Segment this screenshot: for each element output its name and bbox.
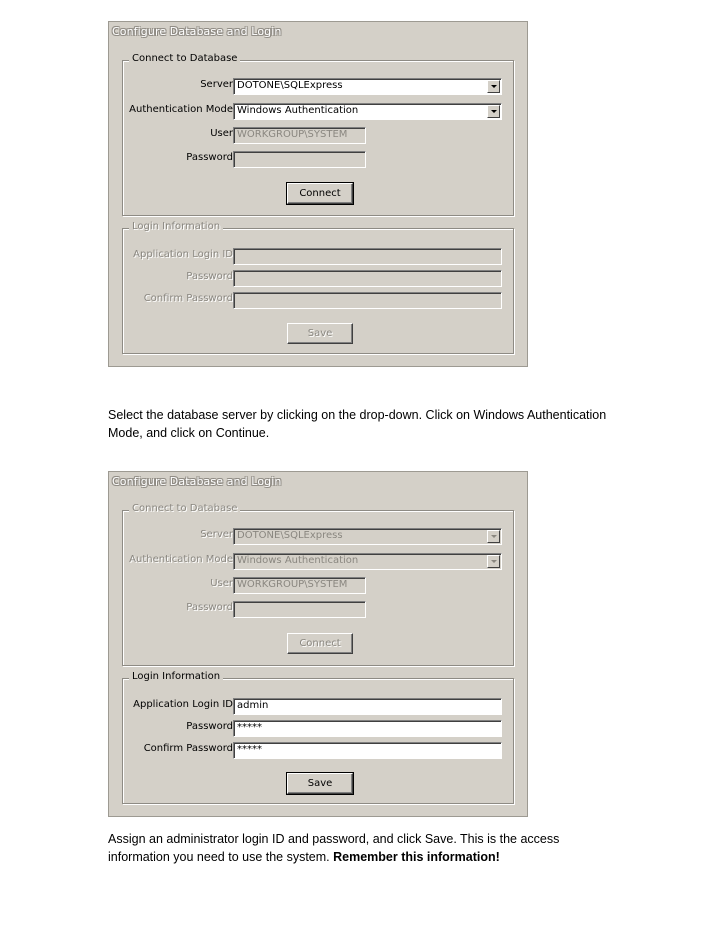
- login-password-value: *****: [237, 722, 262, 733]
- server-value: DOTONE\SQLExpress: [237, 80, 343, 91]
- login-group-legend: Login Information: [129, 221, 223, 232]
- caption-2: [108, 830, 598, 866]
- dialog-title: Configure Database and Login: [112, 475, 282, 488]
- auth-mode-value: Windows Authentication: [237, 105, 359, 116]
- save-button[interactable]: Save: [287, 773, 353, 794]
- chevron-down-icon[interactable]: [487, 530, 500, 543]
- login-information-group: [122, 671, 514, 804]
- dialog-title-bar: [109, 22, 527, 42]
- login-password-field[interactable]: [233, 270, 502, 287]
- login-id-field[interactable]: [233, 248, 502, 265]
- login-id-label: Application Login ID: [133, 249, 233, 260]
- chevron-down-icon[interactable]: [487, 80, 500, 93]
- auth-mode-value: Windows Authentication: [237, 555, 359, 566]
- server-dropdown[interactable]: [233, 528, 502, 545]
- login-information-group: [122, 221, 514, 354]
- caption-1: Select the database server by clicking on the drop-down. Click on Windows Authentication Mode, and click on Continue.: [108, 408, 607, 440]
- connect-button[interactable]: Connect: [287, 183, 353, 204]
- auth-mode-dropdown[interactable]: [233, 103, 502, 120]
- connect-group-legend: Connect to Database: [129, 53, 240, 64]
- confirm-password-label: Confirm Password: [143, 743, 233, 754]
- dialog-title: Configure Database and Login: [112, 25, 282, 38]
- confirm-password-label: Confirm Password: [143, 293, 233, 304]
- login-password-label: Password: [186, 721, 233, 732]
- confirm-password-field[interactable]: [233, 742, 502, 759]
- password-field[interactable]: [233, 151, 366, 168]
- user-field[interactable]: [233, 577, 366, 594]
- server-label: Server: [200, 79, 233, 90]
- password-label: Password: [186, 152, 233, 163]
- auth-mode-label: Authentication Mode: [129, 104, 233, 115]
- login-id-field[interactable]: [233, 698, 502, 715]
- password-label: Password: [186, 602, 233, 613]
- chevron-down-icon[interactable]: [487, 555, 500, 568]
- connect-to-database-group: [122, 503, 514, 666]
- confirm-password-field[interactable]: [233, 292, 502, 309]
- confirm-password-value: *****: [237, 744, 262, 755]
- dialog-title-bar: [109, 472, 527, 492]
- login-id-label: Application Login ID: [133, 699, 233, 710]
- login-group-legend: Login Information: [129, 671, 223, 682]
- configure-dialog-1: [108, 21, 528, 367]
- connect-button[interactable]: Connect: [287, 633, 353, 654]
- user-field[interactable]: [233, 127, 366, 144]
- user-label: User: [210, 128, 233, 139]
- server-label: Server: [200, 529, 233, 540]
- connect-group-legend: Connect to Database: [129, 503, 240, 514]
- user-label: User: [210, 578, 233, 589]
- chevron-down-icon[interactable]: [487, 105, 500, 118]
- configure-dialog-2: [108, 471, 528, 817]
- user-value: WORKGROUP\SYSTEM: [237, 129, 348, 140]
- login-password-field[interactable]: [233, 720, 502, 737]
- auth-mode-label: Authentication Mode: [129, 554, 233, 565]
- auth-mode-dropdown[interactable]: [233, 553, 502, 570]
- login-id-value: admin: [237, 700, 269, 711]
- password-field[interactable]: [233, 601, 366, 618]
- login-password-label: Password: [186, 271, 233, 282]
- caption-2-emphasis: Remember this information!: [333, 850, 500, 864]
- connect-to-database-group: [122, 53, 514, 216]
- server-value: DOTONE\SQLExpress: [237, 530, 343, 541]
- caption-2-text: Assign an administrator login ID and password, and click Save. This is the access information you need to use the system.: [108, 832, 560, 864]
- save-button[interactable]: Save: [287, 323, 353, 344]
- user-value: WORKGROUP\SYSTEM: [237, 579, 348, 590]
- server-dropdown[interactable]: [233, 78, 502, 95]
